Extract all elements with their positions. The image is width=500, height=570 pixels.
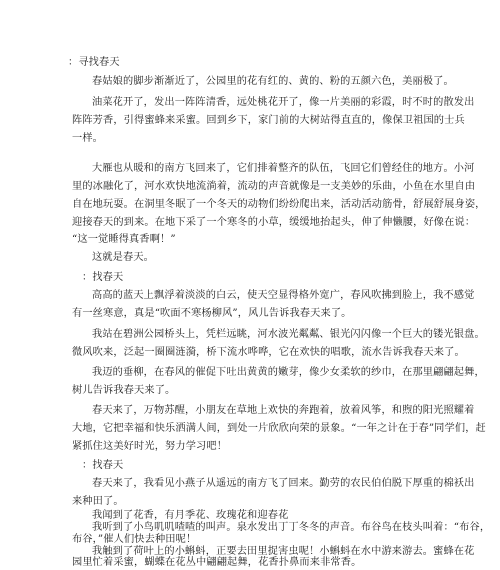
- paragraph-line: 我触到了荷叶上的小蝌蚪，正要去田里捉害虫呢！小蝌蚪在水中游来游去。蜜蜂在花: [92, 546, 475, 557]
- paragraph-line: 阵阵芳香，引得蜜蜂来采蜜。回到乡下，家门前的大树站得直直的，像保卫祖国的士兵: [72, 115, 465, 126]
- paragraph-line: 自在地玩耍。在洞里冬眠了一个冬天的动物们纷纷爬出来，活动活动筋骨，舒展舒展身姿，: [72, 199, 486, 210]
- paragraph-line: 油菜花开了，发出一阵阵清香，远处桃花开了，像一片美丽的彩霞，时不时的散发出: [92, 97, 475, 108]
- paragraph-line: 里的冰融化了，河水欢快地流淌着，流动的声音就像是一支美妙的乐曲，小鱼在水里自由: [72, 181, 476, 192]
- paragraph-line: 大雁也从暖和的南方飞回来了，它们排着整齐的队伍，飞回它们曾经住的地方。小河: [92, 163, 475, 174]
- paragraph-line: 一样。: [72, 133, 104, 144]
- paragraph-line: 我站在碧洲公园桥头上，凭栏远眺，河水波光粼粼、银光闪闪像一个巨大的镂光银盘。: [92, 329, 485, 340]
- paragraph-line: 微风吹来，泛起一圈圈涟漪，桥下流水哗哗，它在欢快的唱歌，流水告诉我春天来了。: [72, 347, 465, 358]
- paragraph-line: 有一丝寒意，真是“吹面不寒杨柳风”，风儿告诉我春天来了。: [72, 308, 352, 319]
- paragraph-line: 我闻到了花香，有月季花、玫瑰花和迎春花: [92, 510, 289, 521]
- section-heading: ：找春天: [82, 272, 124, 283]
- paragraph-line: 园里忙着采蜜，蝴蝶在花丛中翩翩起舞，花香扑鼻而来非常香。: [72, 557, 362, 568]
- paragraph-line: 树儿告诉我春天来了。: [72, 385, 176, 396]
- paragraph-line: 高高的蓝天上飘浮着淡淡的白云，使天空显得格外宽广，春风吹拂到脸上，我不感觉: [92, 290, 475, 301]
- paragraph-line: 我迈的垂柳，在春风的催促下吐出黄黄的嫩芽，像少女柔软的纱巾，在那里翩翩起舞，: [92, 367, 485, 378]
- paragraph-line: 春天来了，我看见小燕子从遥远的南方飞了回来。勤劳的农民伯伯脱下厚重的棉袄出: [92, 478, 475, 489]
- paragraph-line: 春天来了，万物苏醒，小朋友在草地上欢快的奔跑着，放着风筝，和煦的阳光照耀着: [92, 405, 475, 416]
- paragraph-line: 迎接春天的到来。在地下采了一个寒冬的小草，缓缓地抬起头，伸了伸懒腰，好像在说：: [72, 217, 476, 228]
- paragraph-line: 来种田了。: [72, 496, 124, 507]
- paragraph-line: 春姑娘的脚步渐渐近了，公园里的花有红的、黄的、粉的五颜六色，美丽极了。: [92, 76, 454, 87]
- paragraph-line: 布谷，”催人们快去种田呢！: [72, 534, 197, 545]
- paragraph-line: 这就是春天。: [92, 252, 155, 263]
- paragraph-line: 我听到了小鸟叽叽喳喳的叫声。泉水发出丁丁冬冬的声音。布谷鸟在枝头叫着：“布谷，: [92, 522, 491, 533]
- section-heading: ：找春天: [82, 460, 124, 471]
- section-heading: ：寻找春天: [68, 57, 120, 68]
- paragraph-line: “这一觉睡得真香啊！”: [72, 234, 176, 245]
- paragraph-line: 大地，它把幸福和快乐洒满人间，到处一片欣欣向荣的景象。“一年之计在于春”同学们，赶: [72, 423, 486, 434]
- paragraph-line: 紧抓住这美好时光，努力学习吧！: [72, 441, 228, 452]
